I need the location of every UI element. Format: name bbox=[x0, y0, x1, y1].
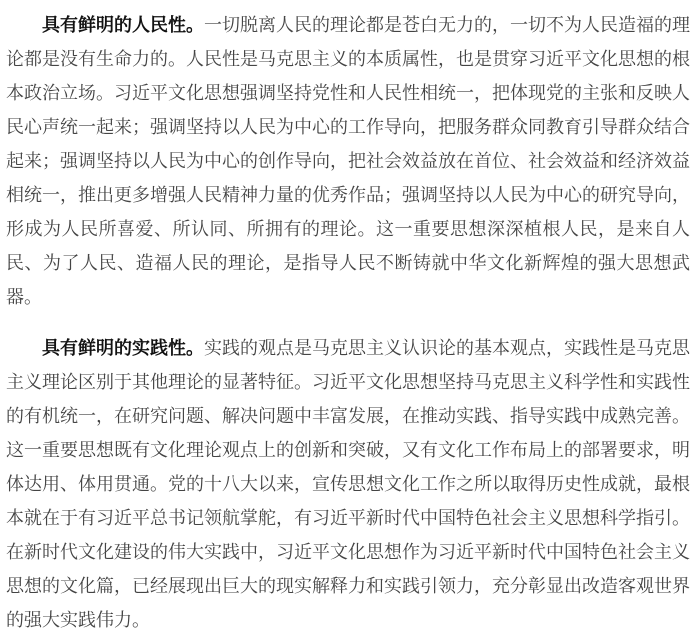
paragraph bbox=[6, 8, 690, 314]
paragraph-lead: 具有鲜明的人民性。 bbox=[42, 15, 204, 35]
paragraph-lead: 具有鲜明的实践性。 bbox=[42, 338, 204, 358]
paragraph-body: 实践的观点是马克思主义认识论的基本观点，实践性是马克思主义理论区别于其他理论的显著特征。习近平文化思想坚持马克思主义科学性和实践性的有机统一，在研究问题、解决问题中丰富发展，在推动实践、指导实践中成熟完善。这一重要思想既有文化理论观点上的创新和突破，又有文化工作布局上的部署要求，明体达用、体用贯通。党的十八大以来，宣传思想文化工作之所以取得历史性成就，最根本就在于有习近平总书记领航掌舵，有习近平新时代中国特色社会主义思想科学指引。在新时代文化建设的伟大实践中，习近平文化思想作为习近平新时代中国特色社会主义思想的文化篇，已经展现出巨大的现实解释力和实践引领力，充分彰显出改造客观世界的强大实践伟力。 bbox=[6, 338, 690, 630]
paragraph bbox=[6, 331, 690, 637]
paragraph-body: 一切脱离人民的理论都是苍白无力的，一切不为人民造福的理论都是没有生命力的。人民性是马克思主义的本质属性，也是贯穿习近平文化思想的根本政治立场。习近平文化思想强调坚持党性和人民性相统一，把体现党的主张和反映人民心声统一起来；强调坚持以人民为中心的工作导向，把服务群众同教育引导群众结合起来；强调坚持以人民为中心的创作导向，把社会效益放在首位、社会效益和经济效益相统一，推出更多增强人民精神力量的优秀作品；强调坚持以人民为中心的研究导向，形成为人民所喜爱、所认同、所拥有的理论。这一重要思想深深植根人民，是来自人民、为了人民、造福人民的理论，是指导人民不断铸就中华文化新辉煌的强大思想武器。 bbox=[6, 15, 690, 307]
